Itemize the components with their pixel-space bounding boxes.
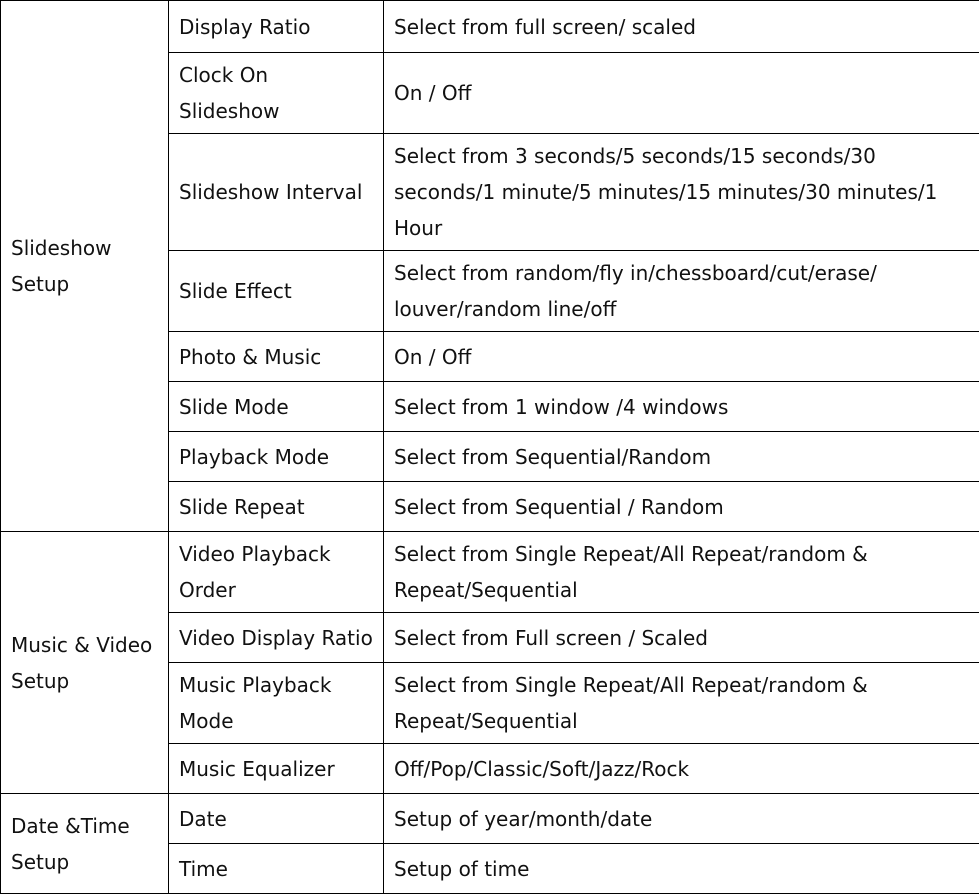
setting-name: Slide Mode [169, 382, 384, 432]
group-label-music-video-setup: Music & Video Setup [1, 532, 169, 794]
setting-name: Video Display Ratio [169, 613, 384, 663]
group-label-date-time-setup: Date &Time Setup [1, 794, 169, 894]
setting-options: Setup of year/month/date [384, 794, 979, 844]
setting-name: Music Equalizer [169, 744, 384, 794]
setting-options: Select from full screen/ scaled [384, 1, 979, 53]
group-label-slideshow-setup: Slideshow Setup [1, 1, 169, 532]
setting-options: Off/Pop/Classic/Soft/Jazz/Rock [384, 744, 979, 794]
setting-options: Select from Sequential/Random [384, 432, 979, 482]
setting-options: On / Off [384, 53, 979, 134]
setting-name: Date [169, 794, 384, 844]
setting-name: Music Playback Mode [169, 663, 384, 744]
setting-options: Select from random/fly in/chessboard/cut/erase/ louver/random line/off [384, 251, 979, 332]
setting-name: Display Ratio [169, 1, 384, 53]
table-row [1, 794, 979, 844]
setting-name: Playback Mode [169, 432, 384, 482]
setting-options: Select from Sequential / Random [384, 482, 979, 532]
setting-options: Select from 1 window /4 windows [384, 382, 979, 432]
setting-name: Slide Effect [169, 251, 384, 332]
setting-name: Time [169, 844, 384, 894]
setting-name: Slide Repeat [169, 482, 384, 532]
setting-options: Select from Single Repeat/All Repeat/random & Repeat/Sequential [384, 532, 979, 613]
setting-name: Video Playback Order [169, 532, 384, 613]
setting-name: Photo & Music [169, 332, 384, 382]
setting-options: Setup of time [384, 844, 979, 894]
setting-options: Select from Full screen / Scaled [384, 613, 979, 663]
table-row [1, 532, 979, 613]
setting-name: Clock On Slideshow [169, 53, 384, 134]
setting-options: Select from 3 seconds/5 seconds/15 seconds/30 seconds/1 minute/5 minutes/15 minutes/30 minutes/1 Hour [384, 134, 979, 251]
setting-options: Select from Single Repeat/All Repeat/random & Repeat/Sequential [384, 663, 979, 744]
setting-name: Slideshow Interval [169, 134, 384, 251]
table-row [1, 1, 979, 53]
setting-options: On / Off [384, 332, 979, 382]
